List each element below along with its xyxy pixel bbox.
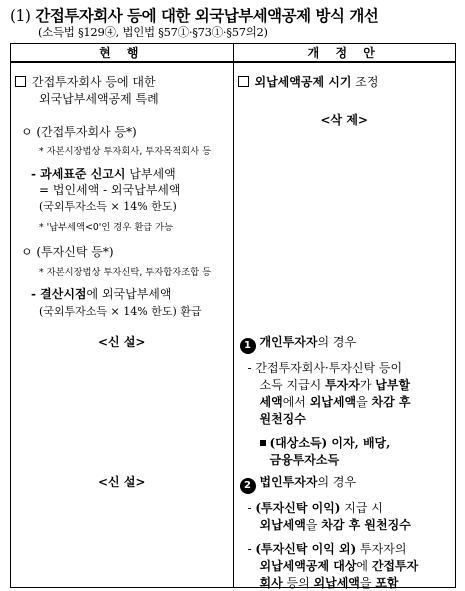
revised-section-1-line-4: 원천징수: [259, 412, 306, 426]
revised-section-1-sub: (대상소득) 이자, 배당,: [260, 434, 391, 451]
current-main-text-2: 외국납부세액공제 특례: [39, 92, 159, 106]
header-revised: 개 정 안: [233, 44, 456, 63]
bullet-square-icon: [260, 440, 266, 446]
number-1-icon: 1: [240, 338, 256, 354]
revised-column: [233, 62, 456, 588]
number-2-icon: 2: [240, 478, 256, 494]
revised-section-1-line-1: - 간접투자회사·투자신탁 등이: [247, 361, 403, 375]
revised-section-2-dash-1: - (투자신탁 이익) 지급 시: [247, 501, 383, 515]
current-item-2-note: * 자본시장법상 투자신탁, 투자합자조합 등: [39, 267, 212, 278]
current-new-2: <신 설>: [98, 475, 146, 489]
checkbox-square-icon: [15, 76, 26, 87]
revised-deleted: <삭 제>: [320, 113, 368, 127]
revised-main-item: 외납세액공제 시기 조정: [238, 73, 379, 90]
current-item-2: ㅇ (투자신탁 등*): [21, 245, 114, 259]
checkbox-square-icon: [238, 76, 249, 87]
revised-section-1-line-2: 소득 지급시 투자자가 납부할: [259, 378, 411, 392]
header-current: 현 행: [11, 44, 234, 63]
section-number: (1): [10, 7, 31, 25]
current-main-text: 간접투자회사 등에 대한: [32, 75, 156, 89]
revised-section-1-sub-2: 금융투자소득: [269, 453, 340, 467]
current-dash-1-limit: (국외투자소득 × 14% 한도): [39, 200, 177, 213]
comparison-table: [10, 43, 456, 588]
revised-section-2-dash-2: - (투자신탁 이익 외) 투자자의: [247, 542, 407, 556]
current-item-1: ㅇ (간접투자회사 등*): [21, 125, 137, 139]
revised-section-1-line-3: 세액에서 외납세액을 차감 후: [259, 395, 411, 409]
current-new-1: <신 설>: [98, 335, 146, 349]
section-title-text: 간접투자회사 등에 대한 외국납부세액공제 방식 개선: [35, 6, 379, 25]
revised-section-2-dash-2-line-2: 외납세액공제 대상에 간접투자: [259, 559, 419, 573]
current-dash-2-limit: (국외투자소득 × 14% 한도) 환급: [39, 305, 202, 318]
current-item-1-note: * 자본시장법상 투자회사, 투자목적회사 등: [39, 146, 212, 157]
current-dash-1-formula: = 법인세액 - 외국납부세액: [39, 183, 181, 197]
section-title: [10, 4, 378, 26]
current-column: [11, 62, 234, 588]
current-dash-1: - 과세표준 신고시 납부세액: [31, 167, 176, 181]
revised-section-1: 1 개인투자자의 경우: [240, 333, 357, 354]
current-dash-2: - 결산시점에 외국납부세액: [31, 287, 172, 301]
current-dash-1-note: * '납부세액<0'인 경우 환급 가능: [39, 222, 174, 233]
legal-reference: (소득법 §129④, 법인법 §57①·§73①·§57의2): [38, 25, 268, 39]
revised-section-2-dash-2-line-3: 회사 등의 외납세액을 포함: [259, 576, 399, 590]
revised-section-2: 2 법인투자자의 경우: [240, 473, 357, 494]
current-main-item: [15, 73, 156, 90]
revised-section-2-dash-1-line-2: 외납세액을 차감 후 원천징수: [259, 518, 411, 532]
